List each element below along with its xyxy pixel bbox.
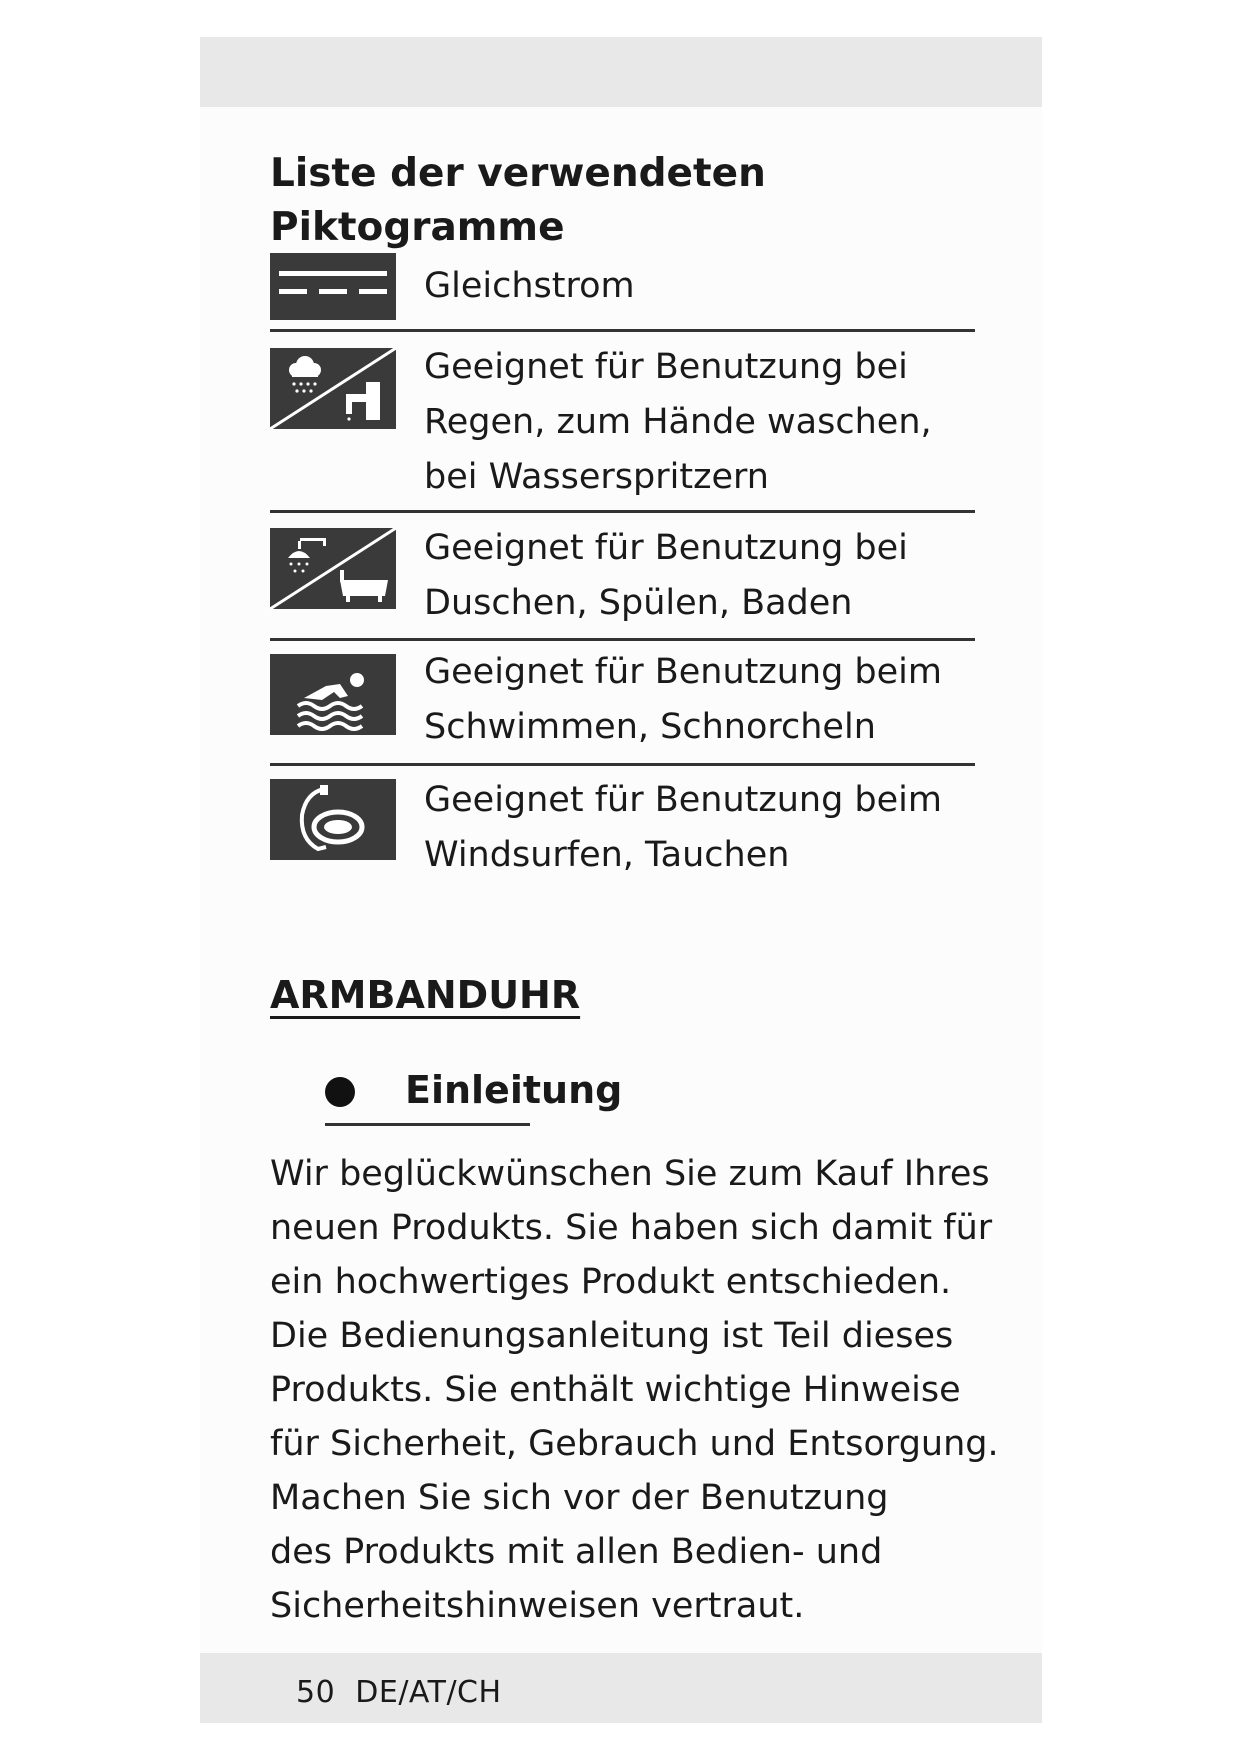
intro-line: Sicherheitshinweisen vertraut. bbox=[270, 1586, 805, 1626]
pictogram-description-line: Regen, zum Hände waschen, bbox=[424, 402, 932, 442]
pictogram-row bbox=[270, 765, 975, 895]
pictogram-description-line: Geeignet für Benutzung bei bbox=[424, 347, 908, 387]
snorkel-mask-icon bbox=[270, 779, 396, 860]
pictogram-list-title bbox=[270, 147, 870, 255]
intro-line: Produkts. Sie enthält wichtige Hinweise bbox=[270, 1370, 961, 1410]
pictogram-row bbox=[270, 332, 975, 513]
intro-line: ein hochwertiges Produkt entschieden. bbox=[270, 1262, 952, 1302]
pictogram-description-line: Schwimmen, Schnorcheln bbox=[424, 707, 876, 747]
pictogram-list-title-line2: Piktogramme bbox=[270, 205, 565, 250]
pictogram-row bbox=[270, 253, 975, 332]
section-heading: ARMBANDUHR bbox=[270, 973, 581, 1017]
page-number: 50 bbox=[296, 1675, 336, 1710]
manual-page bbox=[200, 37, 1042, 1723]
swimmer-icon bbox=[270, 654, 396, 735]
header-band bbox=[200, 37, 1042, 107]
pictogram-description bbox=[424, 259, 984, 314]
pictogram-description-line: Geeignet für Benutzung bei bbox=[424, 528, 908, 568]
pictogram-description-line: Windsurfen, Tauchen bbox=[424, 835, 790, 875]
intro-line: Machen Sie sich vor der Benutzung bbox=[270, 1478, 889, 1518]
pictogram-description-line: Geeignet für Benutzung beim bbox=[424, 780, 942, 820]
intro-line: des Produkts mit allen Bedien- und bbox=[270, 1532, 883, 1572]
intro-line: für Sicherheit, Gebrauch und Entsorgung. bbox=[270, 1424, 999, 1464]
shower-bath-icon bbox=[270, 528, 396, 609]
pictogram-description-line: Gleichstrom bbox=[424, 266, 635, 306]
intro-line: neuen Produkts. Sie haben sich damit für bbox=[270, 1208, 993, 1248]
intro-line: Die Bedienungsanleitung ist Teil dieses bbox=[270, 1316, 954, 1356]
pictogram-description-line: Geeignet für Benutzung beim bbox=[424, 652, 942, 692]
footer-band bbox=[200, 1653, 1042, 1723]
pictogram-description-line: Duschen, Spülen, Baden bbox=[424, 583, 853, 623]
direct-current-icon bbox=[270, 253, 396, 320]
pictogram-row bbox=[270, 513, 975, 641]
sub-heading-underline bbox=[325, 1123, 530, 1126]
pictogram-description bbox=[424, 773, 984, 883]
pictogram-list-title-line1: Liste der verwendeten bbox=[270, 151, 766, 196]
sub-heading-label: Einleitung bbox=[405, 1068, 623, 1112]
rain-tap-icon bbox=[270, 348, 396, 429]
intro-paragraph bbox=[270, 1147, 999, 1633]
pictogram-description bbox=[424, 521, 984, 631]
pictogram-description-line: bei Wasserspritzern bbox=[424, 457, 769, 497]
bullet-icon bbox=[325, 1077, 355, 1107]
footer-locale: DE/AT/CH bbox=[355, 1675, 502, 1710]
pictogram-description bbox=[424, 340, 984, 505]
intro-line: Wir beglückwünschen Sie zum Kauf Ihres bbox=[270, 1154, 990, 1194]
footer bbox=[296, 1675, 502, 1710]
pictogram-description bbox=[424, 645, 984, 755]
pictogram-row bbox=[270, 641, 975, 766]
